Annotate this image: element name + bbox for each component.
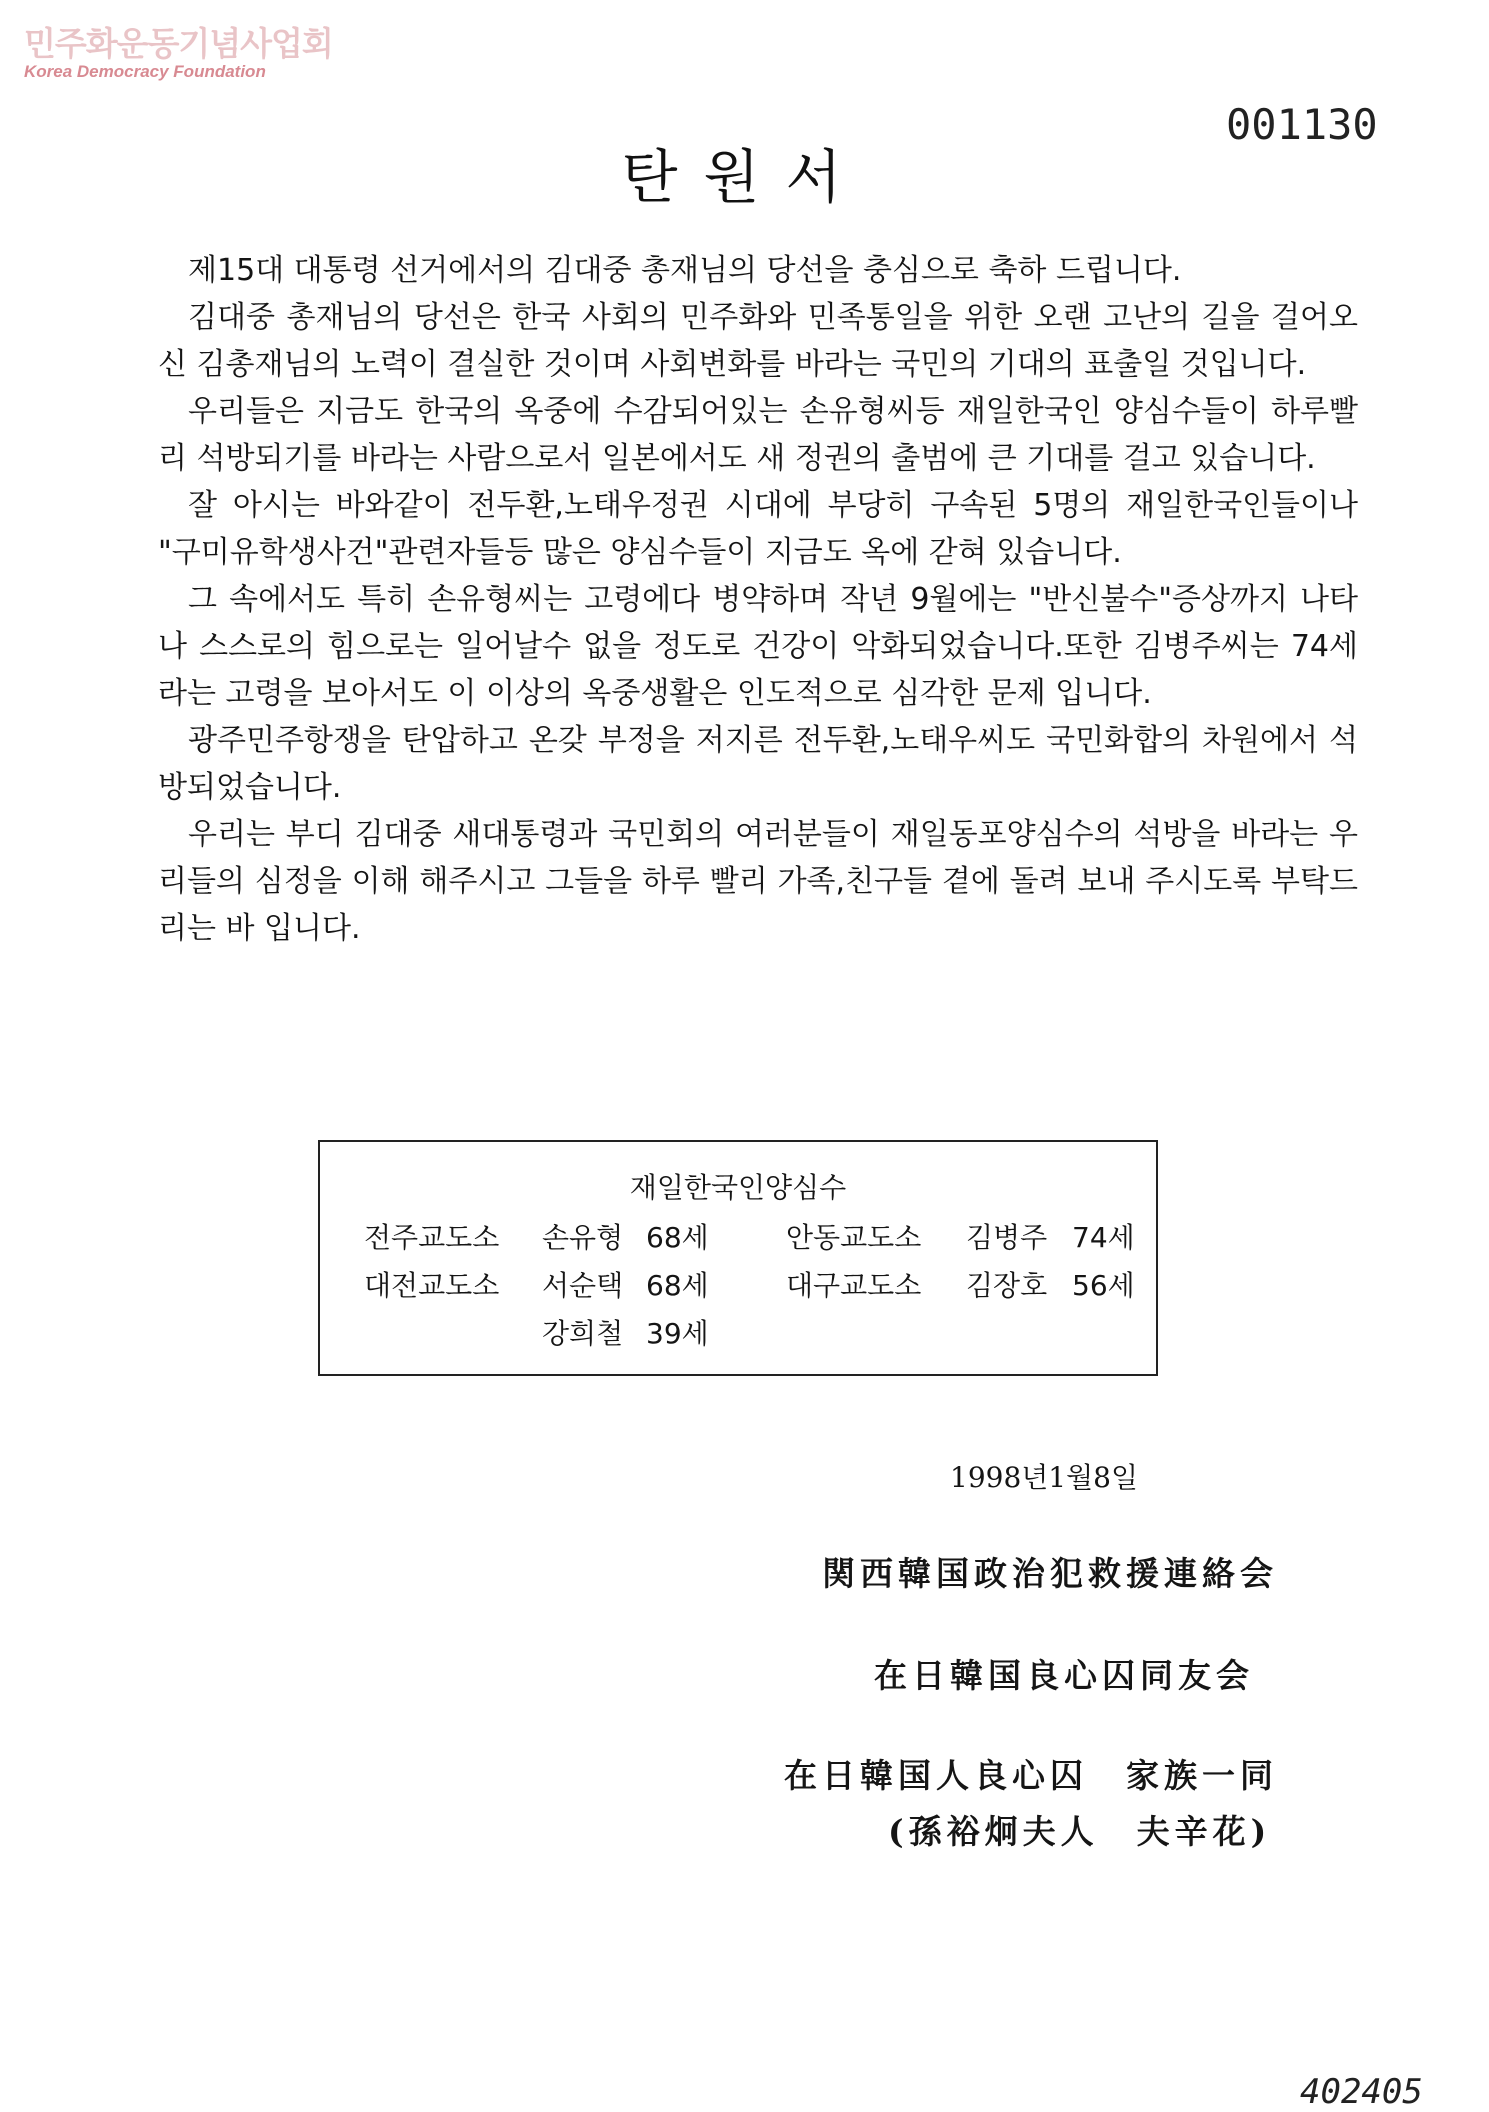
paragraph: 우리는 부디 김대중 새대통령과 국민회의 여러분들이 재일동포양심수의 석방을 바라는 우리들의 심정을 이해 해주시고 그들을 하루 빨리 가족,친구들 곁에 돌려 보내 주시도록 부탁드리는 바 입니다.: [158, 817, 1358, 946]
prisoner-list-title: 재일한국인양심수: [629, 1171, 847, 1204]
document-number: 001130: [1226, 100, 1378, 149]
prisoner-name: 김장호: [966, 1269, 1048, 1302]
watermark-english: Korea Democracy Foundation: [24, 62, 266, 81]
prison-name: 대구교도소: [786, 1269, 922, 1302]
prisoner-name: 강희철: [542, 1317, 624, 1350]
paragraph: 잘 아시는 바와같이 전두환,노태우정권 시대에 부당히 구속된 5명의 재일한국인들이나 "구미유학생사건"관련자들등 많은 양심수들이 지금도 옥에 갇혀 있습니다.: [158, 488, 1358, 570]
signatory-families: 在日韓国人良心囚 家族一同: [784, 1756, 1278, 1795]
watermark-korean: 민주화운동기념사업회: [24, 24, 333, 63]
prisoner-name: 서순택: [542, 1269, 624, 1302]
signatory-representative: (孫裕炯夫人 夫辛花): [888, 1812, 1272, 1851]
prisoner-name: 손유형: [542, 1221, 624, 1254]
signatory-prisoner-fellowship: 在日韓国良心囚同友会: [874, 1656, 1254, 1695]
paragraph: 그 속에서도 특히 손유형씨는 고령에다 병약하며 작년 9월에는 "반신불수"증상까지 나타나 스스로의 힘으로는 일어날수 없을 정도로 건강이 악화되었습니다.또한 김병주씨는 74세라는 고령을 보아서도 이 이상의 옥중생활은 인도적으로 심각한 문제 입니다.: [158, 582, 1358, 711]
paragraph: 광주민주항쟁을 탄압하고 온갖 부정을 저지른 전두환,노태우씨도 국민화합의 차원에서 석방되었습니다.: [158, 723, 1358, 805]
prisoner-list-box: [318, 1140, 1158, 1376]
paragraph: 김대중 총재님의 당선은 한국 사회의 민주화와 민족통일을 위한 오랜 고난의 길을 걸어오신 김총재님의 노력이 결실한 것이며 사회변화를 바라는 국민의 기대의 표출일 것입니다.: [158, 300, 1358, 382]
prison-name: 대전교도소: [364, 1269, 500, 1302]
prisoner-age: 74세: [1072, 1221, 1135, 1254]
petition-date: 1998년1월8일: [950, 1461, 1139, 1494]
page-title: 탄원서: [621, 143, 868, 211]
paragraph: 우리들은 지금도 한국의 옥중에 수감되어있는 손유형씨등 재일한국인 양심수들이 하루빨리 석방되기를 바라는 사람으로서 일본에서도 새 정권의 출범에 큰 기대를 걸고 있습니다.: [158, 394, 1358, 476]
signatory-kansai-relief-committee: 関西韓国政治犯救援連絡会: [822, 1554, 1278, 1593]
prison-name: 안동교도소: [786, 1221, 922, 1254]
prisoner-age: 68세: [646, 1221, 709, 1254]
prisoner-age: 68세: [646, 1269, 709, 1302]
paragraph: 제15대 대통령 선거에서의 김대중 총재님의 당선을 충심으로 축하 드립니다.: [188, 253, 1182, 288]
prisoner-name: 김병주: [966, 1221, 1048, 1254]
prisoner-age: 39세: [646, 1317, 709, 1350]
petition-body: [158, 247, 1358, 952]
margin-note: 402405: [1300, 2072, 1423, 2112]
prisoner-age: 56세: [1072, 1269, 1135, 1302]
prison-name: 전주교도소: [364, 1221, 500, 1254]
